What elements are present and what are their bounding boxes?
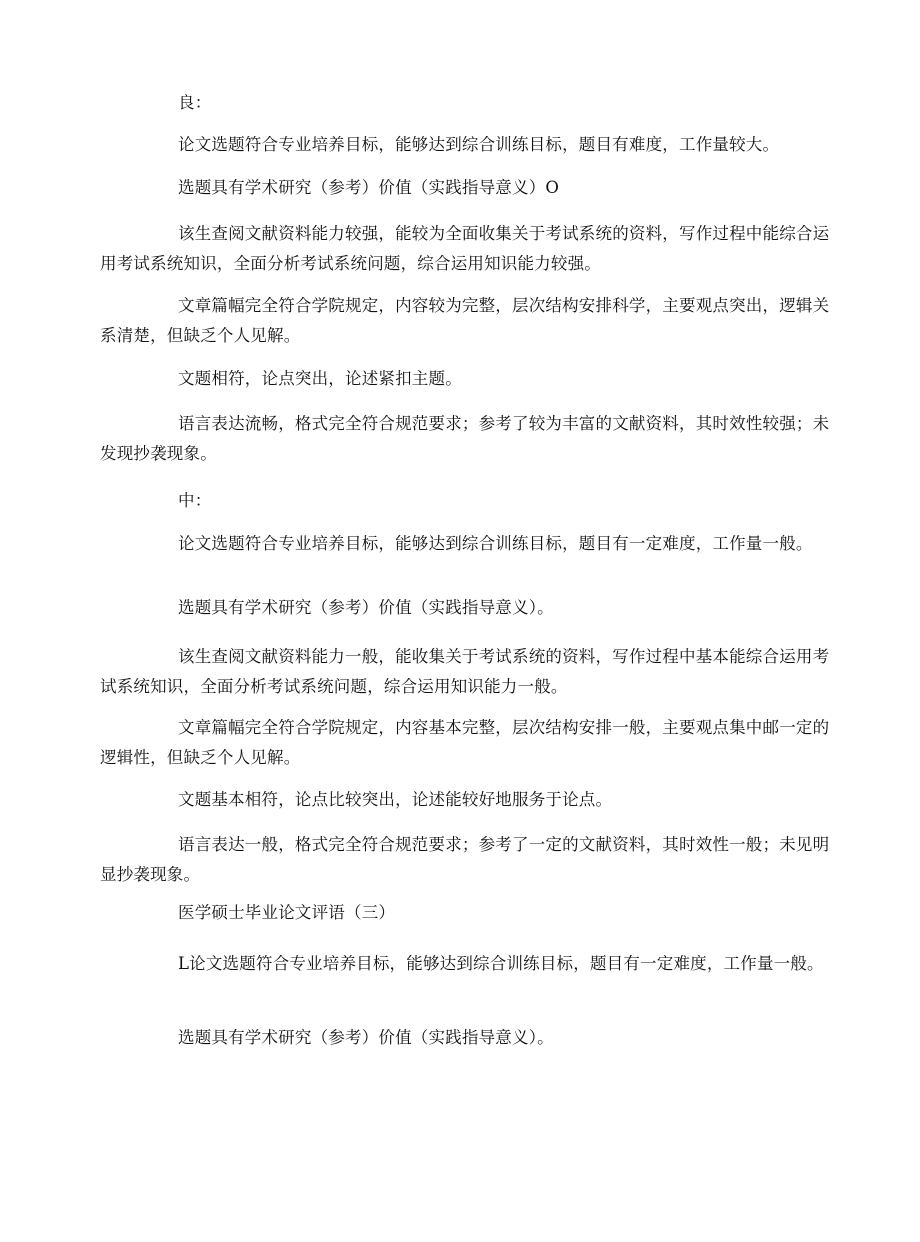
section-title-three: 医学硕士毕业论文评语（三） [178, 903, 396, 922]
paragraph-topic-three: L论文选题符合专业培养目标，能够达到综合训练目标，题目有一定难度，工作量一般。 [178, 954, 824, 973]
paragraph-argument-good: 文题相符，论点突出，论述紧扣主题。 [178, 369, 462, 388]
paragraph-language-medium: 语言表达一般，格式完全符合规范要求；参考了一定的文献资料，其时效性一般；未见明显抄袭现象。 [100, 835, 830, 884]
paragraph-research-medium: 该生查阅文献资料能力一般，能收集关于考试系统的资料，写作过程中基本能综合运用考试系统知识，全面分析考试系统问题，综合运用知识能力一般。 [100, 647, 830, 696]
grade-heading-good: 良： [178, 93, 212, 112]
paragraph-value-medium: 选题具有学术研究（参考）价值（实践指导意义）。 [178, 598, 554, 617]
paragraph-value-good: 选题具有学术研究（参考）价值（实践指导意义）O [178, 178, 560, 197]
paragraph-language-good: 语言表达流畅，格式完全符合规范要求；参考了较为丰富的文献资料，其时效性较强；未发现抄袭现象。 [100, 414, 830, 463]
grade-heading-medium: 中： [178, 491, 212, 510]
paragraph-value-three: 选题具有学术研究（参考）价值（实践指导意义）。 [178, 1028, 554, 1047]
paragraph-topic-medium: 论文选题符合专业培养目标，能够达到综合训练目标，题目有一定难度，工作量一般。 [178, 534, 813, 553]
paragraph-argument-medium: 文题基本相符，论点比较突出，论述能较好地服务于论点。 [178, 790, 613, 809]
paragraph-research-good: 该生查阅文献资料能力较强，能较为全面收集关于考试系统的资料，写作过程中能综合运用考试系统知识，全面分析考试系统问题，综合运用知识能力较强。 [100, 224, 830, 273]
paragraph-topic-good: 论文选题符合专业培养目标，能够达到综合训练目标，题目有难度，工作量较大。 [178, 135, 780, 154]
paragraph-structure-good: 文章篇幅完全符合学院规定，内容较为完整，层次结构安排科学，主要观点突出，逻辑关系清楚，但缺乏个人见解。 [100, 296, 830, 345]
paragraph-structure-medium: 文章篇幅完全符合学院规定，内容基本完整，层次结构安排一般，主要观点集中邮一定的逻辑性，但缺乏个人见解。 [100, 718, 830, 767]
